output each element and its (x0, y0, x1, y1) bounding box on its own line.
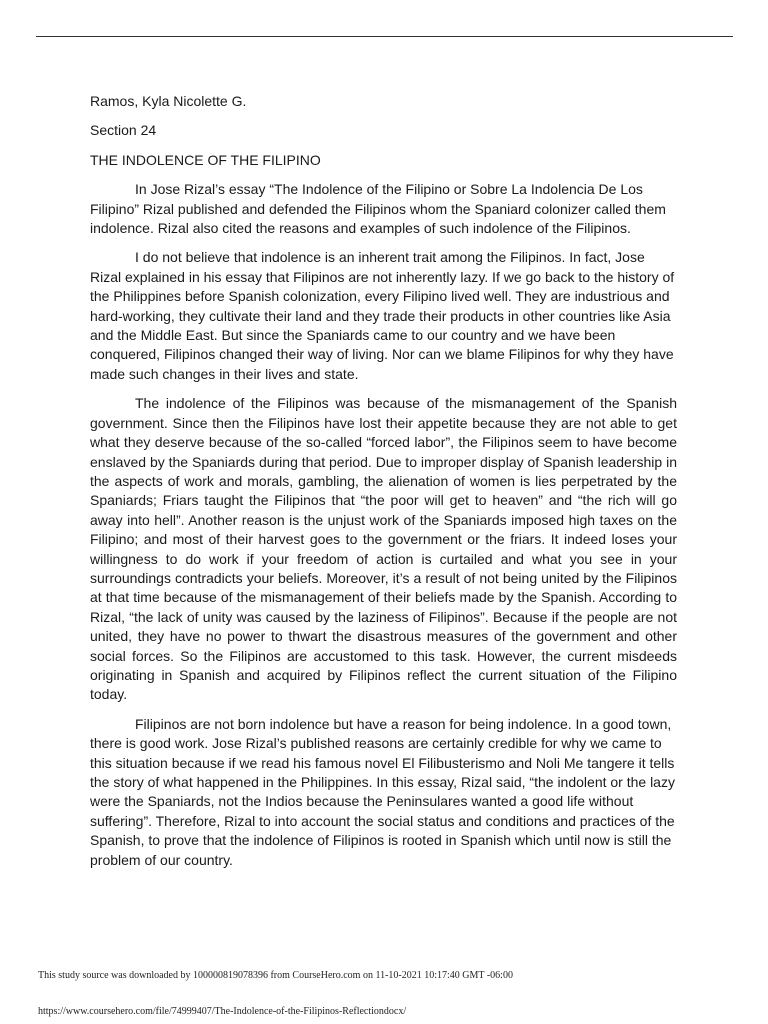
author-name: Ramos, Kyla Nicolette G. (90, 93, 247, 109)
section-label: Section 24 (90, 122, 157, 139)
document-body (90, 92, 677, 880)
paragraph-3: The indolence of the Filipinos was because of the mismanagement of the Spanish government. Since then the Filipinos have lost their appetite because they are not able to get what they deserve because of the so-called “forced labor”, the Filipinos seem to have become enslaved by the Spaniards during that period. Due to improper display of Spanish leadership in the aspects of work and morals, gambling, the alienation of women is lies perpetrated by the Spaniards; Friars taught the Filipinos that “the poor will get to heaven” and “the rich will go away into hell”. Another reason is the unjust work of the Spaniards imposed high taxes on the Filipino; and most of their harvest goes to the government or the friars. It indeed loses your willingness to do work if your freedom of action is curtailed and what you see in your surroundings contradicts your beliefs. Moreover, it’s a result of not being united by the Filipinos at that time because of the mismanagement of their beliefs made by the Spanish. According to Rizal, “the lack of unity was caused by the laziness of Filipinos”. Because if the people are not united, they have no power to thwart the disastrous measures of the government and other social forces. So the Filipinos are accustomed to this task. However, the current misdeeds originating in Spanish and acquired by Filipinos reflect the current situation of the Filipino today. (90, 395, 677, 703)
download-note: This study source was downloaded by 100000819078396 from CourseHero.com on 11-10-2021 10:17:40 GMT -06:00 (38, 970, 513, 981)
source-url[interactable]: https://www.coursehero.com/file/74999407/The-Indolence-of-the-Filipinos-Reflectiondocx/ (38, 1006, 407, 1017)
paragraph-4: Filipinos are not born indolence but have a reason for being indolence. In a good town, there is good work. Jose Rizal’s published reasons are certainly credible for why we came to this situation because if we read his famous novel El Filibusterismo and Noli Me tangere it tells the story of what happened in the Philippines. In this essay, Rizal said, “the indolent or the lazy were the Spaniards, not the Indios because the Peninsulares wanted a good life without suffering”. Therefore, Rizal to into account the social status and conditions and practices of the Spanish, to prove that the indolence of Filipinos is rooted in Spanish which until now is still the problem of our country. (90, 715, 675, 868)
paragraph-1: In Jose Rizal’s essay “The Indolence of the Filipino or Sobre La Indolencia De Los Filipino” Rizal published and defended the Filipinos whom the Spaniard colonizer called them indolence. Rizal also cited the reasons and examples of such indolence of the Filipinos. (90, 181, 666, 237)
top-rule (36, 36, 733, 37)
document-title: THE INDOLENCE OF THE FILIPINO (90, 151, 321, 168)
paragraph-2: I do not believe that indolence is an inherent trait among the Filipinos. In fact, Jose Rizal explained in his essay that Filipinos are not inherently lazy. If we go back to the history of the Philippines before Spanish colonization, every Filipino lived well. They are industrious and hard-working, they cultivate their land and they trade their products in other countries like Asia and the Middle East. But since the Spaniards came to our country and we have been conquered, Filipinos changed their way of living. Nor can we blame Filipinos for why they have made such changes in their lives and state. (90, 249, 675, 382)
